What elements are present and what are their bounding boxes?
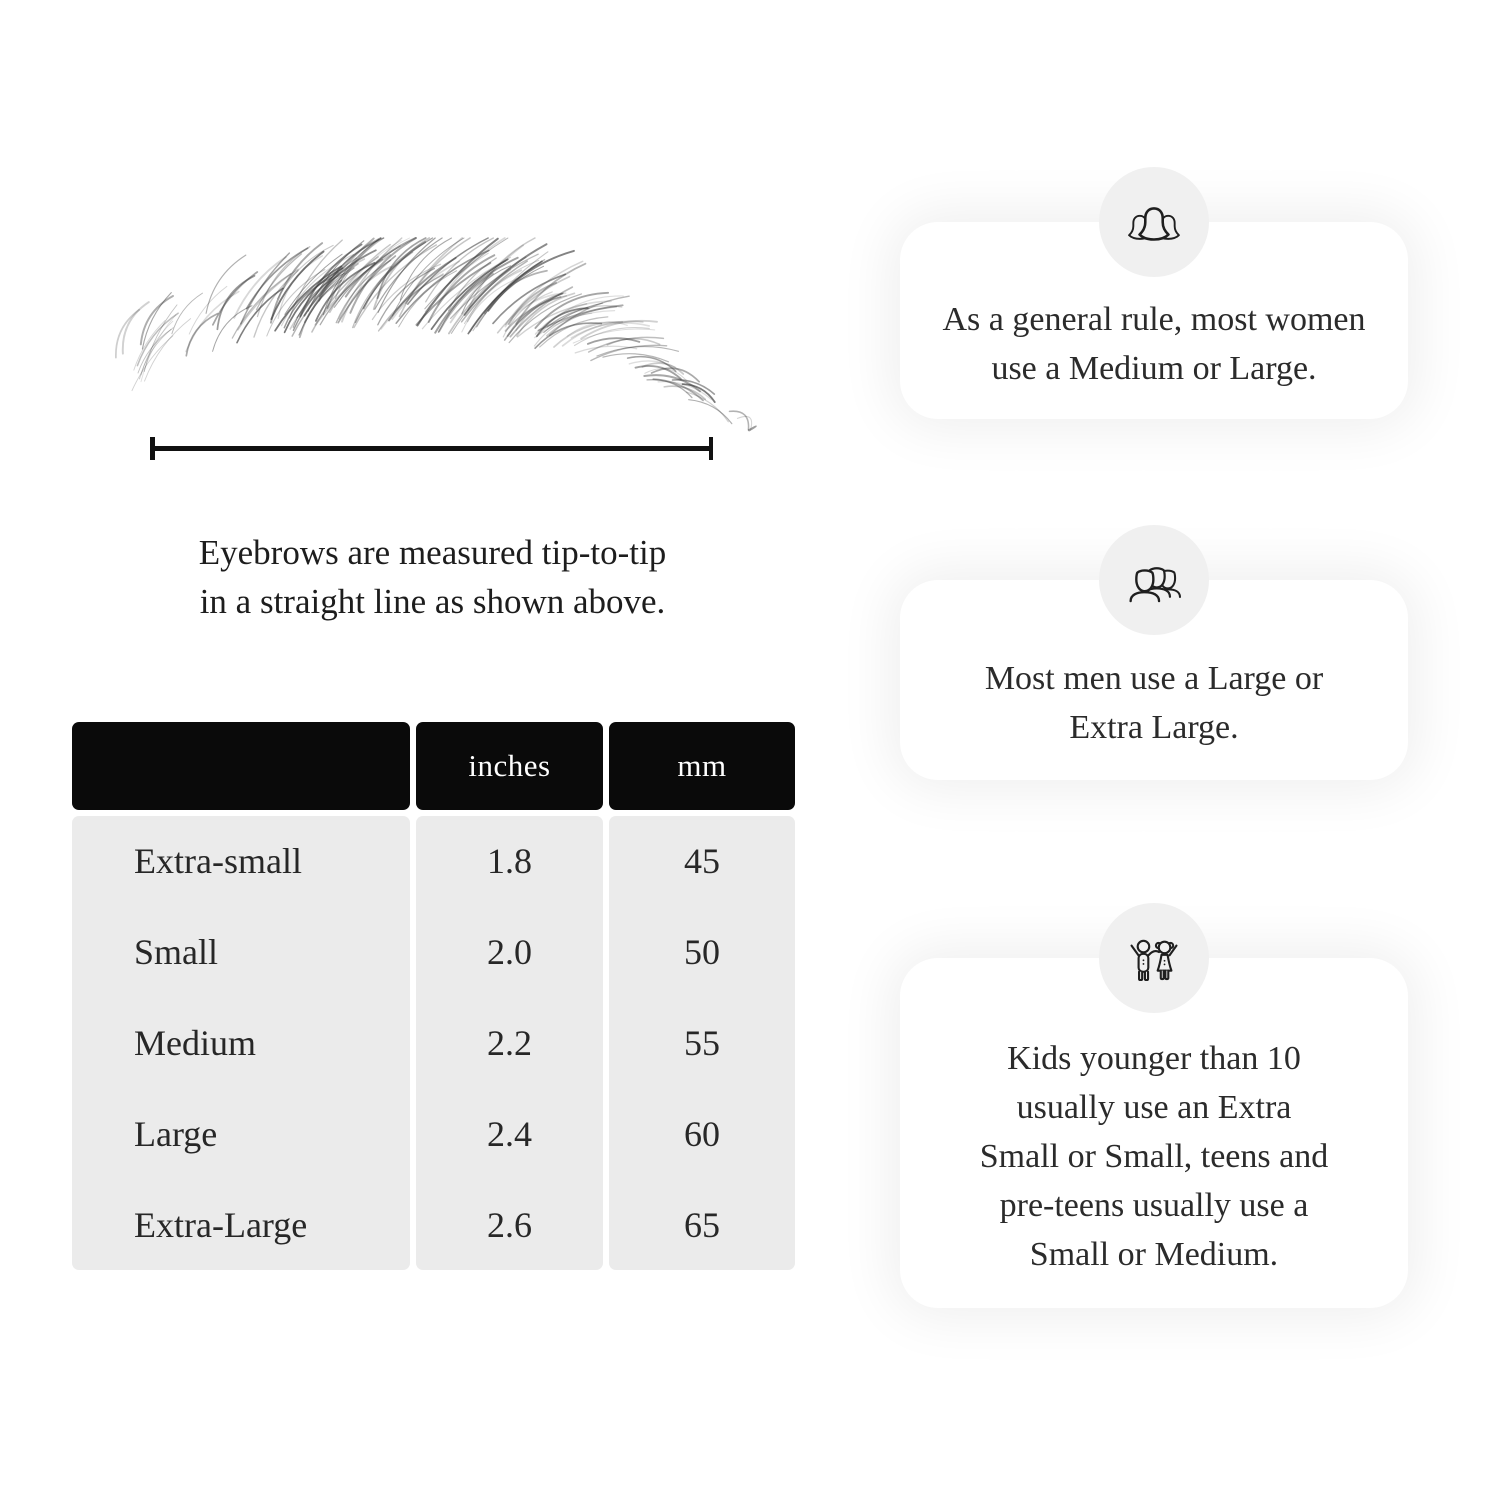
table-cell-inches: 2.2 bbox=[487, 1022, 532, 1063]
table-column-mm bbox=[609, 816, 795, 1270]
card-kids bbox=[900, 958, 1408, 1308]
card-kids-text: Kids younger than 10 usually use an Extra Small or Small, teens and pre-teens usually use a Small or Medium. bbox=[979, 1039, 1329, 1273]
table-column-inches bbox=[416, 816, 603, 1270]
card-women-text: As a general rule, most women use a Medium or Large. bbox=[942, 300, 1366, 387]
caption-line-2: in a straight line as shown above. bbox=[199, 582, 666, 621]
card-kids-circle bbox=[1099, 903, 1209, 1013]
table-cell-mm: 65 bbox=[684, 1204, 720, 1245]
table-cell-inches: 1.8 bbox=[487, 841, 532, 882]
table-cell-mm: 50 bbox=[684, 932, 720, 973]
eyebrow-sketch-icon bbox=[105, 228, 775, 443]
kids-icon bbox=[1121, 925, 1187, 991]
card-women-circle bbox=[1099, 167, 1209, 277]
table-cell-inches: 2.4 bbox=[487, 1113, 532, 1154]
table-cell-label: Extra-small bbox=[134, 841, 302, 882]
table-cell-mm: 60 bbox=[684, 1113, 720, 1154]
measurement-caption bbox=[60, 528, 805, 626]
table-header-inches: inches bbox=[416, 722, 603, 810]
men-group-icon bbox=[1121, 547, 1187, 613]
measurement-tick-right bbox=[709, 437, 714, 460]
table-header-mm: mm bbox=[609, 722, 795, 810]
table-cell-label: Medium bbox=[134, 1022, 256, 1063]
table-header-size bbox=[72, 722, 410, 810]
caption-line-1: Eyebrows are measured tip-to-tip bbox=[198, 533, 667, 572]
measurement-bar bbox=[150, 446, 713, 451]
table-cell-mm: 55 bbox=[684, 1022, 720, 1063]
table-cell-label: Extra-Large bbox=[134, 1204, 308, 1245]
measurement-line bbox=[150, 437, 713, 460]
table-cell-label: Large bbox=[134, 1113, 218, 1154]
table-cell-inches: 2.0 bbox=[487, 932, 532, 973]
eyebrow-illustration bbox=[105, 228, 775, 443]
card-men-text: Most men use a Large or Extra Large. bbox=[984, 660, 1324, 746]
table-column-labels bbox=[72, 816, 410, 1270]
table-cell-label: Small bbox=[134, 932, 219, 973]
card-women bbox=[900, 222, 1408, 419]
women-group-icon bbox=[1121, 189, 1187, 255]
card-men bbox=[900, 580, 1408, 780]
table-cell-mm: 45 bbox=[684, 841, 720, 882]
card-men-circle bbox=[1099, 525, 1209, 635]
table-cell-inches: 2.6 bbox=[487, 1204, 532, 1245]
